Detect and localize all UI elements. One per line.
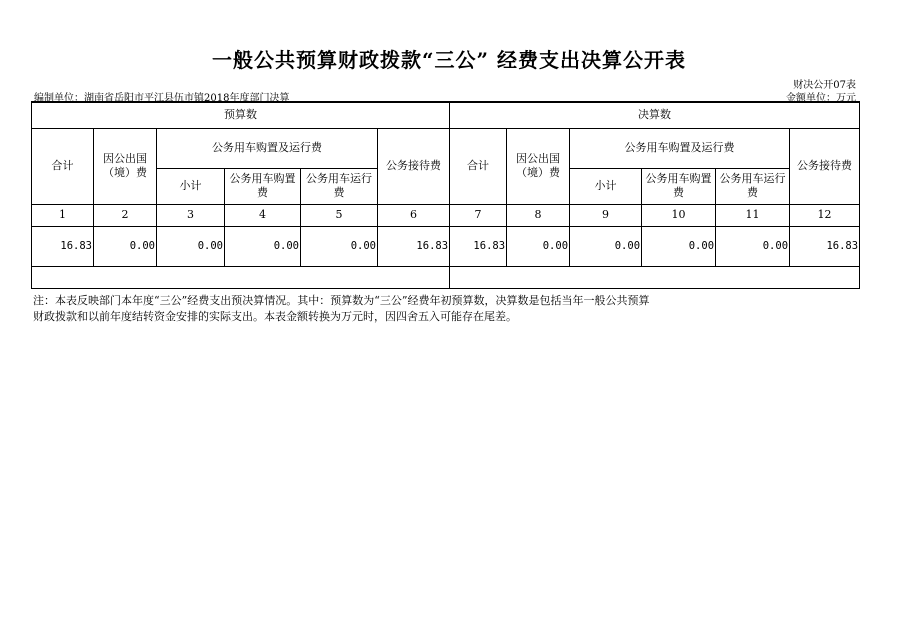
col-number: 11 <box>716 204 790 226</box>
value-cell: 16.83 <box>450 226 507 266</box>
value-cell: 0.00 <box>94 226 157 266</box>
footnote-line: 财政拨款和以前年度结转资金安排的实际支出。本表金额转换为万元时，因四舍五入可能存在尾差。 <box>33 310 517 323</box>
header-row-categories <box>32 128 860 168</box>
three-public-expenses-table <box>31 101 860 289</box>
value-cell: 0.00 <box>507 226 570 266</box>
col-number: 1 <box>32 204 94 226</box>
empty-cell <box>32 266 450 288</box>
value-cell: 0.00 <box>225 226 301 266</box>
budget-vehicle-header: 公务用车购置及运行费 <box>157 128 378 168</box>
value-cell: 0.00 <box>570 226 642 266</box>
col-number: 3 <box>157 204 225 226</box>
col-number: 5 <box>301 204 378 226</box>
col-number: 2 <box>94 204 157 226</box>
page-title: 一般公共预算财政拨款“三公” 经费支出决算公开表 <box>212 48 686 72</box>
value-cell: 0.00 <box>157 226 225 266</box>
col-number: 4 <box>225 204 301 226</box>
value-row <box>32 226 860 266</box>
value-cell: 0.00 <box>716 226 790 266</box>
col-number: 7 <box>450 204 507 226</box>
value-cell: 16.83 <box>378 226 450 266</box>
budget-abroad-header: 因公出国（境）费 <box>94 128 157 204</box>
budget-total-header: 合计 <box>32 128 94 204</box>
col-number: 9 <box>570 204 642 226</box>
value-cell: 16.83 <box>32 226 94 266</box>
final-reception-header: 公务接待费 <box>790 128 860 204</box>
budget-running-header: 公务用车运行费 <box>301 168 378 204</box>
empty-cell <box>450 266 860 288</box>
final-purchase-header: 公务用车购置费 <box>642 168 716 204</box>
amount-unit: 金额单位：万元 <box>786 93 856 104</box>
unit-row <box>34 89 856 104</box>
value-cell: 16.83 <box>790 226 860 266</box>
column-number-row <box>32 204 860 226</box>
col-number: 12 <box>790 204 860 226</box>
final-abroad-header: 因公出国（境）费 <box>507 128 570 204</box>
final-total-header: 合计 <box>450 128 507 204</box>
col-number: 10 <box>642 204 716 226</box>
budget-purchase-header: 公务用车购置费 <box>225 168 301 204</box>
value-cell: 0.00 <box>642 226 716 266</box>
final-subtotal-header: 小计 <box>570 168 642 204</box>
value-cell: 0.00 <box>301 226 378 266</box>
col-number: 8 <box>507 204 570 226</box>
empty-row <box>32 266 860 288</box>
col-number: 6 <box>378 204 450 226</box>
footnote-line: 注：本表反映部门本年度“三公”经费支出预决算情况。其中：预算数为“三公”经费年初预算数，决算数是包括当年一般公共预算 <box>33 294 650 307</box>
final-vehicle-header: 公务用车购置及运行费 <box>570 128 790 168</box>
budget-reception-header: 公务接待费 <box>378 128 450 204</box>
footnote <box>33 293 733 325</box>
final-running-header: 公务用车运行费 <box>716 168 790 204</box>
budget-subtotal-header: 小计 <box>157 168 225 204</box>
compiling-unit: 编制单位：湖南省岳阳市平江县伍市镇2018年度部门决算 <box>34 93 290 104</box>
form-code: 财决公开07表 <box>793 80 856 91</box>
final-header: 决算数 <box>450 102 860 128</box>
budget-header: 预算数 <box>32 102 450 128</box>
header-row-sections <box>32 102 860 128</box>
